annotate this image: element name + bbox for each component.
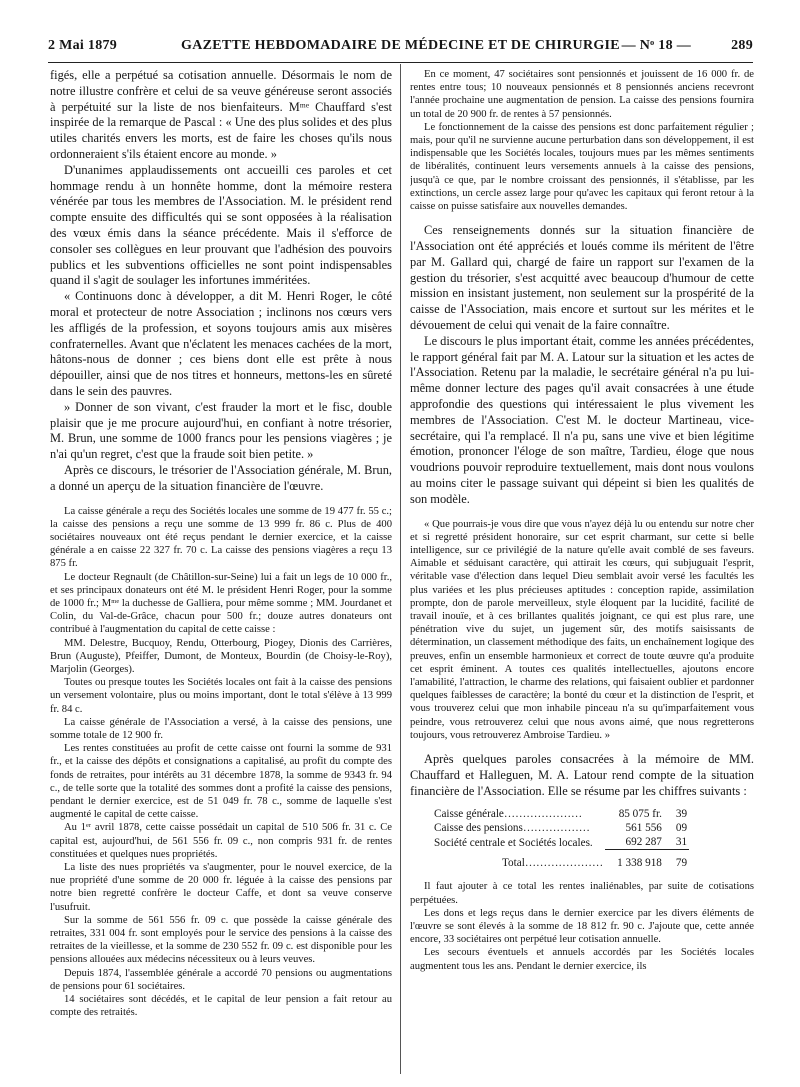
totals-row [432, 821, 689, 835]
total-centimes: 79 [664, 850, 689, 871]
paragraph: Le discours le plus important était, comme les années précédentes, le rapport général fait par M. A. Latour sur la situation et les actes de l'Association. Retenu par la maladie, le secrétaire général n'a pu lui-même donner lecture des pages qu'il avait consacrées à une étude approfondie des questions qui intéressaient le plus vivement les membres de l'Association. C'est M. le docteur Martineau, vice-secrétaire, qui l'a remplacé. Il n'a pu, sans une vive et bien légitime émotion, prononcer l'éloge de son maître, Tardieu, éloge que nous voudrions pouvoir reproduire textuellement, mais dont nous voulons au moins citer le passage suivant qui dépeint si bien les qualités de son modèle. [410, 333, 754, 506]
issue-number: — Nᵒ 18 — [621, 38, 691, 53]
paragraph: « Continuons donc à développer, a dit M. Henri Roger, le côté moral et protecteur de notre Association ; inclinons nos cœurs vers les affligés de la profession, et soyons toujours amis aux misères confraternelles. Avant que n'éclatent les menaces cachées de la mort, hâtons-nous de donner ; ces biens dont elle est prête à nous dépouiller, ainsi que de nos titres et honneurs, mettons-les en sûreté dans le sein des pauvres. [50, 289, 392, 398]
left-column [50, 68, 392, 1072]
totals-centimes: 31 [675, 836, 688, 849]
totals-label: Société centrale et Sociétés locales. [434, 836, 593, 849]
page-number: 289 [731, 38, 753, 53]
totals-centimes: 09 [675, 822, 688, 835]
report-paragraph: La caisse générale a reçu des Sociétés locales une somme de 19 477 fr. 55 c.; la caisse des pensions a reçu une somme de 13 999 fr. 86 c. Plus de 400 sociétaires nouveaux ont été reçus pendant le dernier exercice, et la caisse générale a en caisse 22 327 fr. 70 c. La caisse des pensions viagères a reçu 13 875 fr. [50, 505, 392, 570]
report-paragraph: La caisse générale de l'Association a versé, à la caisse des pensions, une somme totale de 12 900 fr. [50, 716, 392, 741]
report-paragraph: Il faut ajouter à ce total les rentes inaliénables, par suite de cotisations perpétuées. [410, 881, 754, 906]
paragraph: » Donner de son vivant, c'est frauder la mort et le fisc, double plaisir que je me procure aujourd'hui, en confiant à notre trésorier, M. Brun, une somme de 1000 francs pour les pensions viagères ; je n'ai qu'un regret, c'est que la fraude soit bien petite. » [50, 399, 392, 462]
paragraph: Ces renseignements donnés sur la situation financière de l'Association ont été appréciés et loués comme ils méritent de l'être par M. Gallard qui, chargé de faire un rapport sur l'examen de la gestion du trésorier, s'est acquitté avec beaucoup d'humour de cette mission en insistant justement, non seulement sur la prospérité de la caisse de l'Association, mais encore et surtout sur les mérites et le dévouement de celui qui venait de la faire connaître. [410, 223, 754, 333]
totals-label: Caisse des pensions……………… [434, 822, 590, 835]
report-paragraph: Toutes ou presque toutes les Sociétés locales ont fait à la caisse des pensions un versement volontaire, plus ou moins important, dont le total s'élève à 13 999 fr. 84 c. [50, 677, 392, 715]
total-row [432, 850, 689, 871]
paragraph: Après ce discours, le trésorier de l'Association générale, M. Brun, a donné un aperçu de la situation financière de l'œuvre. [50, 462, 392, 493]
totals-centimes: 39 [675, 808, 688, 821]
totals-row [432, 807, 689, 821]
report-paragraph: Sur la somme de 561 556 fr. 09 c. que possède la caisse générale des retraites, 331 004 fr. sont employés pour le service des pensions à la caisse des retraites de la vieillesse, et la somme de 230 552 fr. 09 c. est disponible pour les pensions allouées aux médecins nécessiteux ou à leurs veuves. [50, 914, 392, 966]
report-paragraph: Les secours éventuels et annuels accordés par les Sociétés locales augmentent tous les ans. Pendant le dernier exercice, ils [410, 947, 754, 972]
report-paragraph: Le docteur Regnault (de Châtillon-sur-Seine) lui a fait un legs de 10 000 fr., et ses principaux donateurs ont été M. le président Henri Roger, pour la somme de 1000 fr.; Mᵐᵉ la duchesse de Galliera, pour même somme ; MM. Jourdanet et Colin, du Val-de-Grâce, chacun pour 500 fr.; douze autres donateurs ont contribué à l'augmentation du capital de cette caisse : [50, 571, 392, 636]
report-paragraph: La liste des nues propriétés va s'augmenter, pour le nouvel exercice, de la nue propriété d'une somme de 20 000 fr. léguée à la caisse des pensions par notre bien regretté confrère le docteur Caffe, et dont sa veuve conserve l'usufruit. [50, 862, 392, 913]
paragraph: Après quelques paroles consacrées à la mémoire de MM. Chauffard et Halleguen, M. A. Latour rend compte de la situation financière de l'Association. Elle se résume par les chiffres suivants : [410, 752, 754, 798]
journal-title: GAZETTE HEBDOMADAIRE DE MÉDECINE ET DE CHIRURGIE [181, 38, 620, 53]
report-paragraph: Les dons et legs reçus dans le dernier exercice par les divers éléments de l'œuvre se sont élevés à la somme de 18 812 fr. 90 c. J'ajoute que, cette année encore, 33 sociétaires ont perpétué leur cotisation annuelle. [410, 907, 754, 946]
report-paragraph: Au 1ᵉʳ avril 1878, cette caisse possédait un capital de 510 506 fr. 31 c. Ce capital est, aujourd'hui, de 561 556 fr. 09 c., non compris 931 fr. de rentes constituées et quelques nues propriétés. [50, 822, 392, 860]
totals-francs: 561 556 [625, 822, 662, 835]
report-paragraph: Le fonctionnement de la caisse des pensions est donc parfaitement régulier ; mais, pour qu'il ne survienne aucune perturbation dans son développement, il est indispensable que les Sociétés locales, toujours mues par les mêmes sentiments de libéralités, continuent leurs versements annuels à la caisse des pensions, jusqu'à ce que, par le nombre croissant des pensionnés, il s'établisse, par les extinctions, un cercle assez large pour qu'avec les capitaux qui feront retour à la caisse on puisse satisfaire aux nouvelles demandes. [410, 121, 754, 213]
report-paragraph: Depuis 1874, l'assemblée générale a accordé 70 pensions ou augmentations de pensions pour 61 sociétaires. [50, 967, 392, 992]
column-divider [400, 64, 401, 1074]
paragraph: figés, elle a perpétué sa cotisation annuelle. Désormais le nom de notre illustre confrère et celui de sa veuve généreuse seront associés à perpétuité sur la liste de nos bienfaiteurs. Mᵐᵉ Chauffard s'est inspirée de la remarque de Pascal : « Une des plus solides et des plus utiles charités envers les morts, est de faire les choses qu'ils nous ordonneraient s'ils étaient encore au monde. » [50, 68, 392, 161]
report-paragraph: En ce moment, 47 sociétaires sont pensionnés et jouissent de 16 000 fr. de rentes entre tous; 10 nouveaux pensionnés et 8 pensionnés anciens recevront l'année prochaine une augmentation de pension. La caisse des pensions fournira un total de 20 900 fr. de rentes à 57 pensionnés. [410, 69, 754, 120]
totals-label: Caisse générale………………… [434, 808, 583, 821]
total-francs: 1 338 918 [605, 850, 664, 871]
totals-francs: 85 075 fr. [618, 808, 662, 821]
running-header [48, 36, 753, 58]
quotation: « Que pourrais-je vous dire que vous n'ayez déjà lu ou entendu sur notre cher et si regretté président honoraire, sur cet esprit charmant, sur cette si belle intelligence, sur ce privilégié de la nature qu'elle avait comblé de ses faveurs. Aimable et séduisant caractère, qui attirait les cœurs, qui subjuguait l'esprit, véritable vase d'élection dans lequel Dieu semblait avoir versé les facultés les plus variées et les plus précieuses aptitudes : conception rapide, assimilation prompte, don de parole merveilleux, style éloquent par la lucidité, facilité de travail inouïe, et à ces brillantes qualités joignant, ce qui est plus rare, une pénétration vive du sujet, un jugement sûr, des motifs saisissants de détermination, un classement méthodique des faits, un enchaînement logique des preuves, enfin un ensemble harmonieux et correct de toute œuvre qu'a produite cet esprit éminent. A toutes ces qualités intellectuelles, ajoutons encore l'amabilité, l'attraction, le charme des relations, qui faisaient oublier et pardonner quelques faiblesses de caractère; la bonté du cœur et la distinction de l'esprit, et vous trouverez celui que mon inhabile pinceau n'a su qu'imparfaitement vous peindre, vous retrouverez celui que nous avons aimé, que nous regretterons toujours, vous retrouverez Ambroise Tardieu. » [410, 518, 754, 741]
right-column [410, 68, 754, 1072]
totals-francs: 692 287 [625, 836, 662, 849]
report-paragraph: 14 sociétaires sont décédés, et le capital de leur pension a fait retour au compte des retraités. [50, 994, 392, 1019]
report-paragraph: Les rentes constituées au profit de cette caisse ont fourni la somme de 931 fr., et la caisse des dépôts et consignations a capitalisé, au profit du compte des fonds de retraites, pour intérêts au 31 décembre 1878, la somme de 9343 fr. 94 c., de telle sorte que la totalité des sommes dont a profité la caisse des pensions, pendant le dernier exercice, est de 51 049 fr. 78 c., somme de laquelle s'est augmenté le capital de cette caisse. [50, 743, 392, 821]
total-label: Total………………… [502, 857, 604, 870]
totals-row [432, 835, 689, 850]
header-rule [48, 62, 753, 63]
paragraph: D'unanimes applaudissements ont accueilli ces paroles et cet hommage rendu à un honnête homme, dont la mémoire restera vénérée par tous les membres de l'Association. M. le président rend compte ensuite des difficultés qui se sont opposées à la réalisation des vœux émis dans la séance précédente. Mais il s'efforce de consoler ses collègues en leur prouvant que l'adhésion des pouvoirs publics et les subventions officielles ne sont point indispensables quand il s'agit de soulager les infortunes imméritées. [50, 162, 392, 288]
financial-totals-table [432, 807, 689, 870]
header-date: 2 Mai 1879 [48, 38, 118, 53]
report-paragraph: MM. Delestre, Bucquoy, Rendu, Otterbourg, Piogey, Dionis des Carrières, Brun (Auguste), Pfeiffer, Dumont, de Monteux, Bourdin (de Choisy-le-Roy), Marjolin (Georges). [50, 637, 392, 675]
